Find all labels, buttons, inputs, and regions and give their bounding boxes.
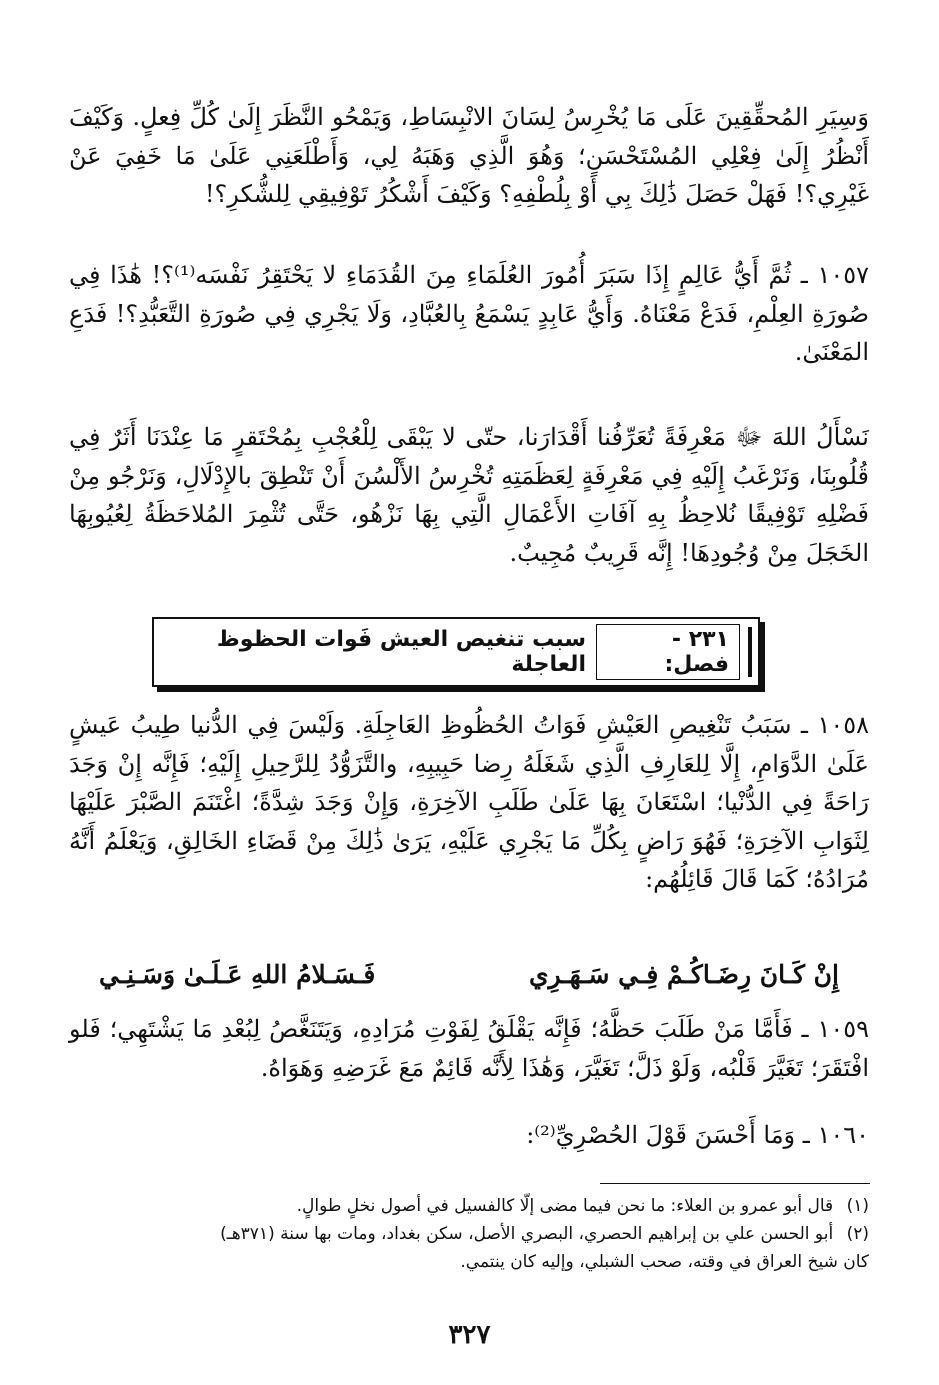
footnote-2-continuation: كان شيخ العراق في وقته، صحب الشبلي، وإليه كان ينتمي. [460,1252,869,1272]
footnote-separator [600,1183,870,1184]
paragraph-text: ١٠٥٩ ـ فَأَمَّا مَنْ طَلَبَ حَظَّهُ؛ فَإِنَّه يَقْلَقُ لِفَوْتِ مُرَادِهِ، وَيَتَنَغَّصُ لِبُعْدِ مَا يَشْتَهِي؛ فَلو افْتَقَرَ؛ تَغَيَّرَ قَلْبُه، وَلَوْ ذَلَّ؛ تَغَيَّرَ، وَهَٰذَا لِأَنَّه قَائِمٌ مَعَ غَرَضِهِ وَهَوَاهُ. [69,1015,869,1082]
paragraph-text: ١٠٥٧ ـ ثُمَّ أَيُّ عَالِمٍ إِذَا سَبَرَ أُمُورَ العُلَمَاءِ مِنَ القُدَمَاءِ لا يَحْتَقِرُ نَفْسَه⁽¹⁾؟! هَٰذَا فِي صُورَةِ العِلْمِ، فَدَعْ مَعْنَاهُ. وَأَيُّ عَابِدٍ يَسْمَعُ بِالعُبَّادِ، وَلَا يَجْرِي فِي صُورَةِ التَّعَبُّدِ؟! فَدَعِ المَعْنَىٰ. [69,261,869,366]
verse-hemistich-first: إِنْ كَـانَ رِضَـاكُـمْ فِـي سَـهَـرِي [528,960,839,989]
footnote-2 [69,1220,869,1248]
poetry-verse [99,960,839,1000]
section-number: ٢٣١ - فصل: [596,624,740,680]
footnote-text: أبو الحسن علي بن إبراهيم الحصري، البصري الأصل، سكن بغداد، ومات بها سنة (٣٧١هـ) [220,1224,834,1244]
section-heading [160,627,752,677]
footnotes [69,1192,869,1276]
paragraph-text: ١٠٥٨ ـ سَبَبُ تَنْغِيصِ العَيْشِ فَوَاتُ الحُظُوظِ العَاجِلَةِ. وَلَيْسَ فِي الدُّنيا طِيبُ عَيشٍ عَلَىٰ الدَّوَامِ، إِلَّا لِلعَارِفِ الَّذِي شَغَلَهُ رِضا حَبِيبِهِ، والتَّزَوُّدُ لِلرَّحِيلِ إِلَيْهِ؛ فَإِنَّه إِنْ وَجَدَ رَاحَةً فِي الدُّنْيا؛ اسْتَعَانَ بِهَا عَلَىٰ طَلَبِ الآخِرَةِ، وَإِنْ وَجَدَ شِدَّةً؛ اغْتَنَمَ الصَّبْرَ عَلَيْهَا لِثَوَابِ الآخِرَةِ؛ فَهُوَ رَاضٍ بِكُلِّ مَا يَجْرِي عَلَيْهِ، يَرَىٰ ذَٰلِكَ مِنْ قَضَاءِ الخَالِقِ، وَيَعْلَمُ أَنَّهُ مُرَادُهُ؛ كَمَا قَالَ قَائِلُهُم: [69,711,869,893]
footnote-1 [69,1192,869,1220]
section-title: سبب تنغيص العيش فَوات الحظوظ العاجلة [216,627,586,677]
paragraph-text: وَسِيَرِ المُحقِّقِينَ عَلَى مَا يُخْرِسُ لِسَانَ الانْبِسَاطِ، وَيَمْحُو النَّظَرَ إِلَىٰ كُلِّ فِعلٍ. وَكَيْفَ أَنْظُرُ إِلَىٰ فِعْلِي المُسْتَحْسَنِ؛ وَهُوَ الَّذِي وَهَبَهُ لِي، وَأَطْلَعَنِي عَلَىٰ مَا خَفِيَ عَنْ غَيْرِي؟! فَهَلْ حَصَلَ ذَٰلِكَ بِي أَوْ بِلُطْفِهِ؟ وَكَيْفَ أَشْكُرُ تَوْفِيقِي لِلشُّكرِ؟! [69,103,869,208]
paragraph-1060 [69,1116,869,1155]
paragraph-1057 [69,256,869,372]
section-heading-box [152,617,760,687]
paragraph-continuation [69,98,869,214]
footnote-number: (٢) [846,1224,869,1244]
footnote-number: (١) [846,1196,869,1216]
footnote-text: قال أبو عمرو بن العلاء: ما نحن فيما مضى إلّا كالفسيل في أصول نخلٍ طوالٍ. [296,1196,834,1216]
paragraph-1059 [69,1010,869,1087]
page-number: ٣٢٧ [448,1320,491,1350]
paragraph-1058 [69,706,869,899]
paragraph-supplication [69,418,869,572]
verse-hemistich-second: فَـسَـلامُ اللهِ عَـلَـىٰ وَسَـنِـي [99,960,376,989]
paragraph-text: ١٠٦٠ ـ وَمَا أَحْسَنَ قَوْلَ الحُصْرِيِّ⁽²⁾: [526,1121,869,1149]
paragraph-text: نَسْأَلُ اللهَ ﷻ مَعْرِفَةً تُعَرِّفُنا أَقْدَارَنا، حتّى لا يَبْقَى لِلْعُجْبِ بِمُحْتَقرٍ مَا عِنْدَنَا أَثَرٌ فِي قُلُوبِنَا، وَنَرْغَبُ إِلَيْهِ فِي مَعْرِفَةٍ لِعَظَمَتِهِ تُخْرِسُ الأَلْسُنَ أَنْ تَنْطِقَ بالإِدْلَالِ، وَنَرْجُو مِنْ فَضْلِهِ تَوْفِيقًا نُلاحِظُ بِهِ آفَاتِ الأَعْمَالِ الَّتِي بِهَا نَزْهُو، حَتَّى تُثْمِرَ المُلاحَظَةُ لِعُيُوبِهَا الخَجَلَ مِنْ وُجُودِهَا! إِنَّه قَرِيبٌ مُجِيبٌ. [69,423,869,567]
